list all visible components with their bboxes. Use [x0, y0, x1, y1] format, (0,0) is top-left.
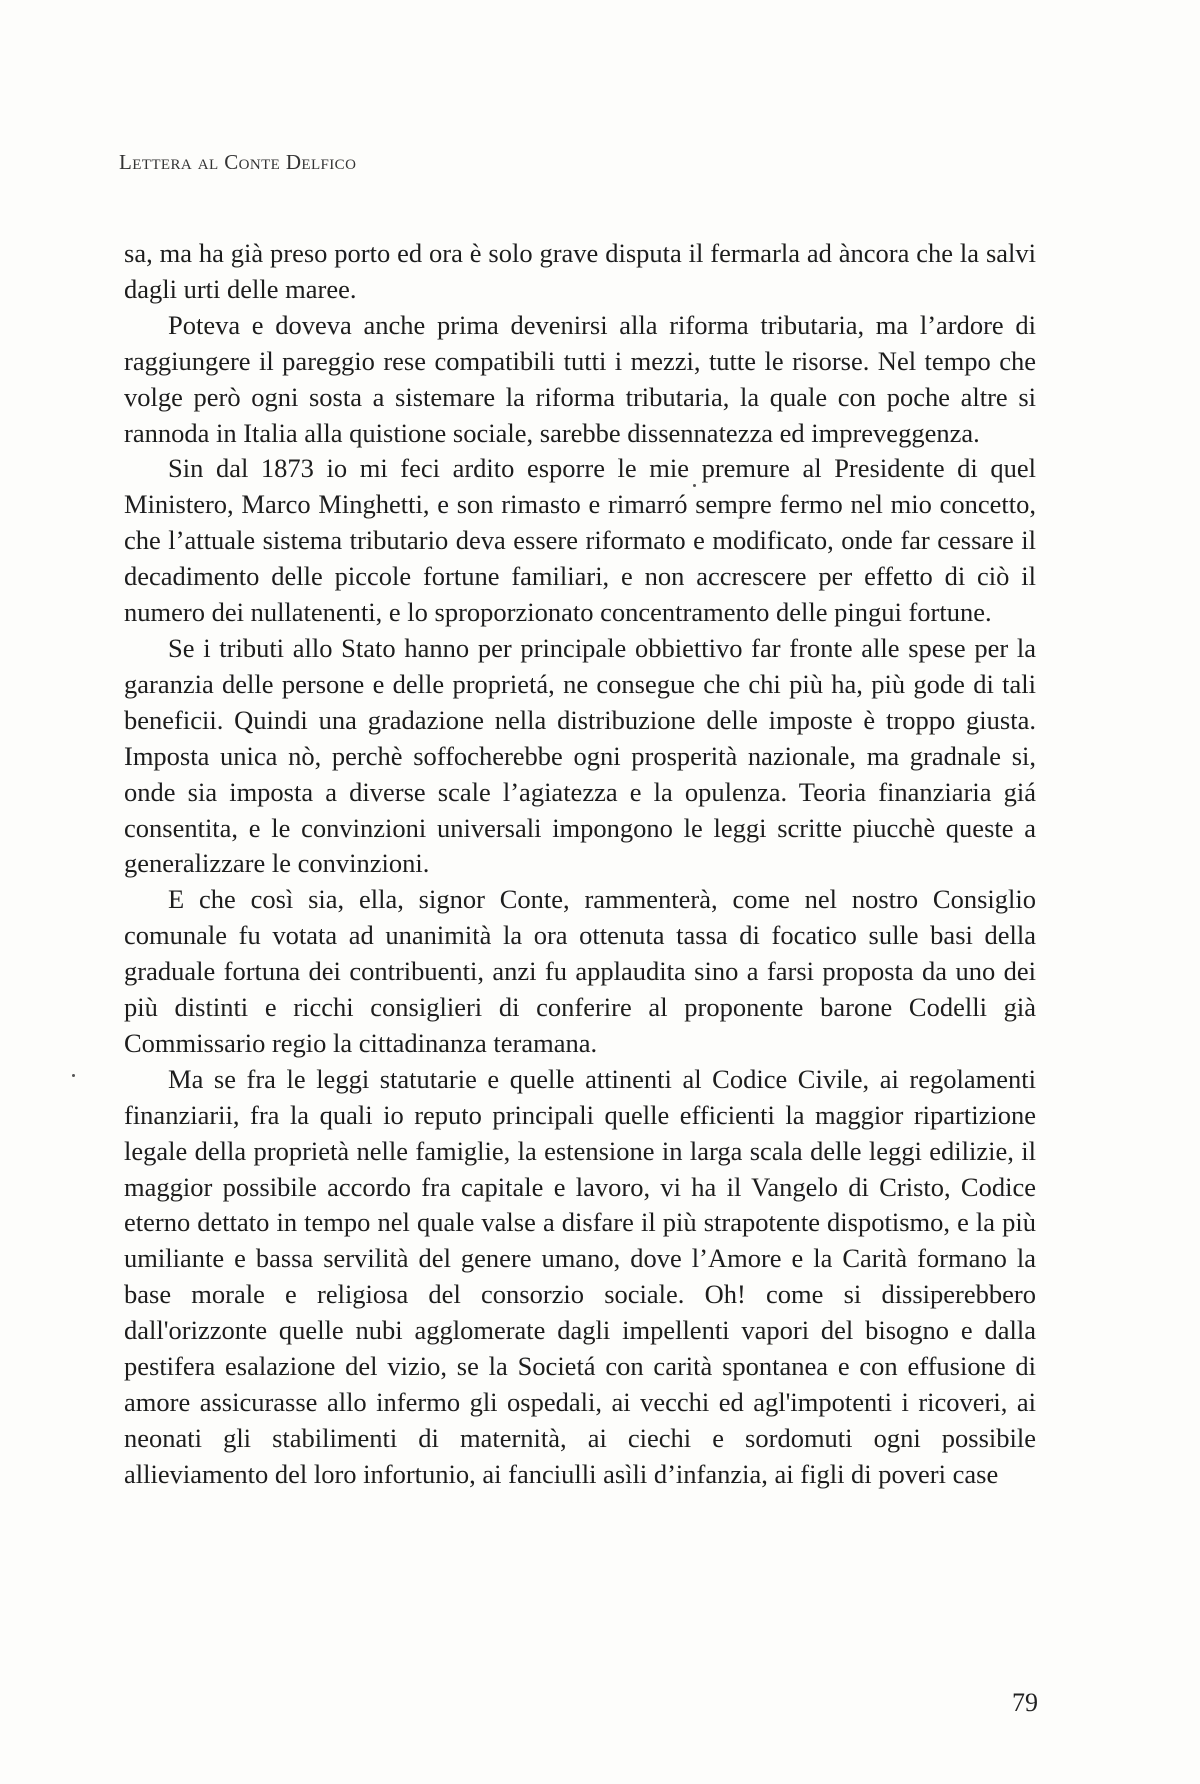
page-number: 79	[1012, 1688, 1038, 1717]
paragraph: Se i tributi allo Stato hanno per principale obbiettivo far fronte alle spese per la garanzia delle persone e delle proprietá, ne consegue che chi più ha, più gode di tali beneficii. Quindi una gradazione nella distribuzione delle imposte è troppo giusta. Imposta unica nò, perchè soffocherebbe ogni prosperità nazionale, ma gradnale si, onde sia imposta a diverse scale l’agiatezza e la opulenza. Teoria finanziaria giá consentita, e le convinzioni universali impongono le leggi scritte piucchè queste a generalizzare le convinzioni.	[124, 632, 1036, 879]
body-text	[124, 236, 1036, 1493]
paragraph: E che così sia, ella, signor Conte, rammenterà, come nel nostro Consiglio comunale fu votata ad unanimità la ora ottenuta tassa di focatico sulle basi della graduale fortuna dei contribuenti, anzi fu applaudita sino a farsi proposta da uno dei più distinti e ricchi consiglieri di conferire al proponente barone Codelli già Commissario regio la cittadinanza teramana.	[124, 884, 1036, 1058]
paragraph: Poteva e doveva anche prima devenirsi alla riforma tributaria, ma l’ardore di raggiungere il pareggio rese compatibili tutti i mezzi, tutte le risorse. Nel tempo che volge però ogni sosta a sistemare la riforma tributaria, la quale con poche altre si rannoda in Italia alla quistione sociale, sarebbe dissennatezza ed impreveggenza.	[124, 309, 1036, 448]
paragraph: sa, ma ha già preso porto ed ora è solo grave disputa il fermarla ad àncora che la salvi dagli urti delle maree.	[124, 238, 1036, 304]
running-head: Lettera al Conte Delfico	[119, 150, 357, 174]
print-speck	[72, 1074, 75, 1077]
paragraph: Ma se fra le leggi statutarie e quelle attinenti al Codice Civile, ai regolamenti finanziarii, fra la quali io reputo principali quelle efficienti la maggior ripartizione legale della proprietà nelle famiglie, la estensione in larga scala delle leggi edilizie, il maggior possibile accordo fra capitale e lavoro, vi ha il Vangelo di Cristo, Codice eterno dettato in tempo nel quale valse a disfare il più strapotente dispotismo, e la più umiliante e bassa servilità del genere umano, dove l’Amore e la Carità formano la base morale e religiosa del consorzio sociale. Oh! come si dissiperebbero dall'orizzonte quelle nubi agglomerate dagli impellenti vapori del bisogno e dalla pestifera esalazione del vizio, se la Societá con carità spontanea e con effusione di amore assicurasse allo infermo gli ospedali, ai vecchi ed agl'impotenti i ricoveri, ai neonati gli stabilimenti di maternità, ai ciechi e sordomuti ogni possibile allieviamento del loro infortunio, ai fanciulli asìli d’infanzia, ai figli di poveri case	[124, 1063, 1036, 1489]
print-speck	[693, 484, 696, 487]
paragraph: Sin dal 1873 io mi feci ardito esporre le mie premure al Presidente di quel Ministero, Marco Minghetti, e son rimasto e rimarró sempre fermo nel mio concetto, che l’attuale sistema tributario deva essere riformato e modificato, onde far cessare il decadimento delle piccole fortune familiari, e non accrescere per effetto di ciò il numero dei nullatenenti, e lo sproporzionato concentramento delle pingui fortune.	[124, 453, 1036, 628]
